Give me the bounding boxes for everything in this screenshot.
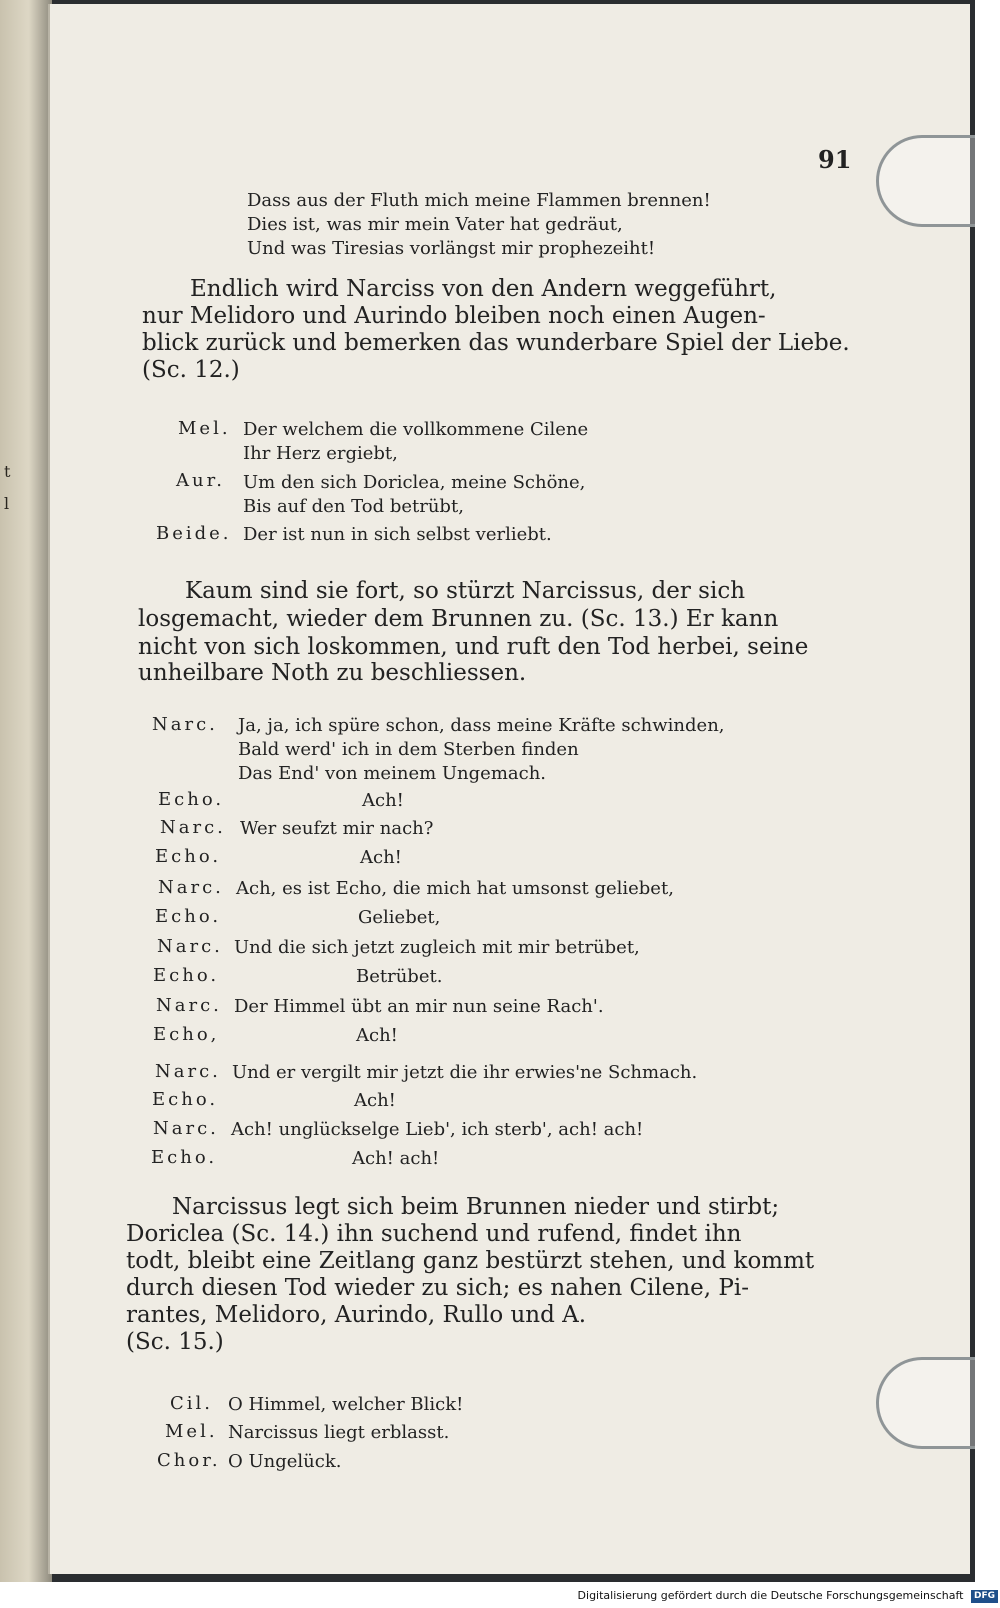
facing-page-edge [0, 0, 52, 1582]
dialog-line: Ach! [354, 1090, 396, 1111]
dialog-line: Ach! unglückselge Lieb', ich sterb', ach! ach! [231, 1119, 644, 1140]
speaker-label: Echo. [155, 846, 222, 867]
dialog-line: Ach! [362, 790, 404, 811]
verse-line: Dies ist, was mir mein Vater hat gedräut, [247, 214, 623, 235]
paragraph-line: (Sc. 12.) [142, 357, 240, 383]
paragraph-line: nur Melidoro und Aurindo bleiben noch einen Augen- [142, 303, 766, 329]
speaker-label: Echo, [153, 1024, 220, 1045]
speaker-label: Narc. [157, 936, 223, 957]
dialog-line: Und die sich jetzt zugleich mit mir betrübet, [234, 937, 640, 958]
speaker-label: Echo. [155, 906, 222, 927]
speaker-label: Mel. [178, 418, 231, 439]
speaker-label: Aur. [176, 470, 225, 491]
speaker-label: Narc. [160, 817, 226, 838]
dialog-line: Ja, ja, ich spüre schon, dass meine Kräfte schwinden, [238, 715, 725, 736]
dialog-line: Narcissus liegt erblasst. [228, 1422, 450, 1443]
dialog-line: Bis auf den Tod betrübt, [243, 496, 464, 517]
speaker-label: Narc. [158, 877, 224, 898]
dialog-line: Ach! ach! [352, 1148, 440, 1169]
speaker-label: Echo. [151, 1147, 218, 1168]
speaker-label: Cil. [170, 1393, 214, 1414]
dialog-line: Bald werd' ich in dem Sterben finden [238, 739, 579, 760]
speaker-label: Echo. [158, 789, 225, 810]
paragraph-line: todt, bleibt eine Zeitlang ganz bestürzt stehen, und kommt [126, 1248, 815, 1274]
speaker-label: Beide. [156, 523, 232, 544]
page-number: 91 [818, 145, 852, 174]
speaker-label: Narc. [152, 714, 218, 735]
verse-line: Und was Tiresias vorlängst mir prophezeiht! [247, 238, 656, 259]
page-clip-top [876, 135, 975, 227]
paragraph-line: nicht von sich loskommen, und ruft den Tod herbei, seine [138, 634, 809, 660]
speaker-label: Echo. [152, 1089, 219, 1110]
paragraph-line: Narcissus legt sich beim Brunnen nieder und stirbt; [172, 1194, 780, 1220]
speaker-label: Mel. [165, 1421, 218, 1442]
paragraph-line: rantes, Melidoro, Aurindo, Rullo und A. [126, 1302, 587, 1328]
dialog-line: Das End' von meinem Ungemach. [238, 763, 547, 784]
dialog-line: Wer seufzt mir nach? [240, 818, 434, 839]
dialog-line: Der ist nun in sich selbst verliebt. [243, 524, 552, 545]
speaker-label: Narc. [156, 995, 222, 1016]
speaker-label: Narc. [155, 1061, 221, 1082]
dialog-line: O Himmel, welcher Blick! [228, 1394, 464, 1415]
dialog-line: Um den sich Doriclea, meine Schöne, [243, 472, 586, 493]
paragraph-line: Kaum sind sie fort, so stürzt Narcissus, der sich [185, 578, 746, 604]
paragraph-line: Endlich wird Narciss von den Andern weggeführt, [190, 276, 777, 302]
digitization-credit [520, 1587, 998, 1605]
speaker-label: Echo. [153, 965, 220, 986]
dialog-line: Ach! [360, 847, 402, 868]
credit-text: Digitalisierung gefördert durch die Deutsche Forschungsgemeinschaft [577, 1589, 964, 1602]
page-clip-bottom [876, 1357, 975, 1449]
paragraph-line: durch diesen Tod wieder zu sich; es nahen Cilene, Pi- [126, 1275, 750, 1301]
paragraph-line: Doriclea (Sc. 14.) ihn suchend und rufend, findet ihn [126, 1221, 742, 1247]
margin-mark: t [4, 462, 11, 481]
dialog-line: Ihr Herz ergiebt, [243, 443, 398, 464]
dialog-line: Ach! [356, 1025, 398, 1046]
dialog-line: Ach, es ist Echo, die mich hat umsonst geliebet, [236, 878, 674, 899]
speaker-label: Chor. [157, 1450, 221, 1471]
paragraph-line: unheilbare Noth zu beschliessen. [138, 660, 527, 686]
margin-mark: l [4, 494, 10, 513]
paragraph-line: blick zurück und bemerken das wunderbare Spiel der Liebe. [142, 330, 850, 356]
speaker-label: Narc. [153, 1118, 219, 1139]
paragraph-line: (Sc. 15.) [126, 1329, 224, 1355]
dialog-line: Der welchem die vollkommene Cilene [243, 419, 589, 440]
paragraph-line: losgemacht, wieder dem Brunnen zu. (Sc. 13.) Er kann [138, 606, 779, 632]
dialog-line: Der Himmel übt an mir nun seine Rach'. [234, 996, 604, 1017]
dfg-logo: DFG [971, 1590, 998, 1603]
dialog-line: Und er vergilt mir jetzt die ihr erwies'ne Schmach. [232, 1062, 698, 1083]
dialog-line: Geliebet, [358, 907, 441, 928]
verse-line: Dass aus der Fluth mich meine Flammen brennen! [247, 190, 711, 211]
dialog-line: O Ungelück. [228, 1451, 342, 1472]
dialog-line: Betrübet. [356, 966, 443, 987]
